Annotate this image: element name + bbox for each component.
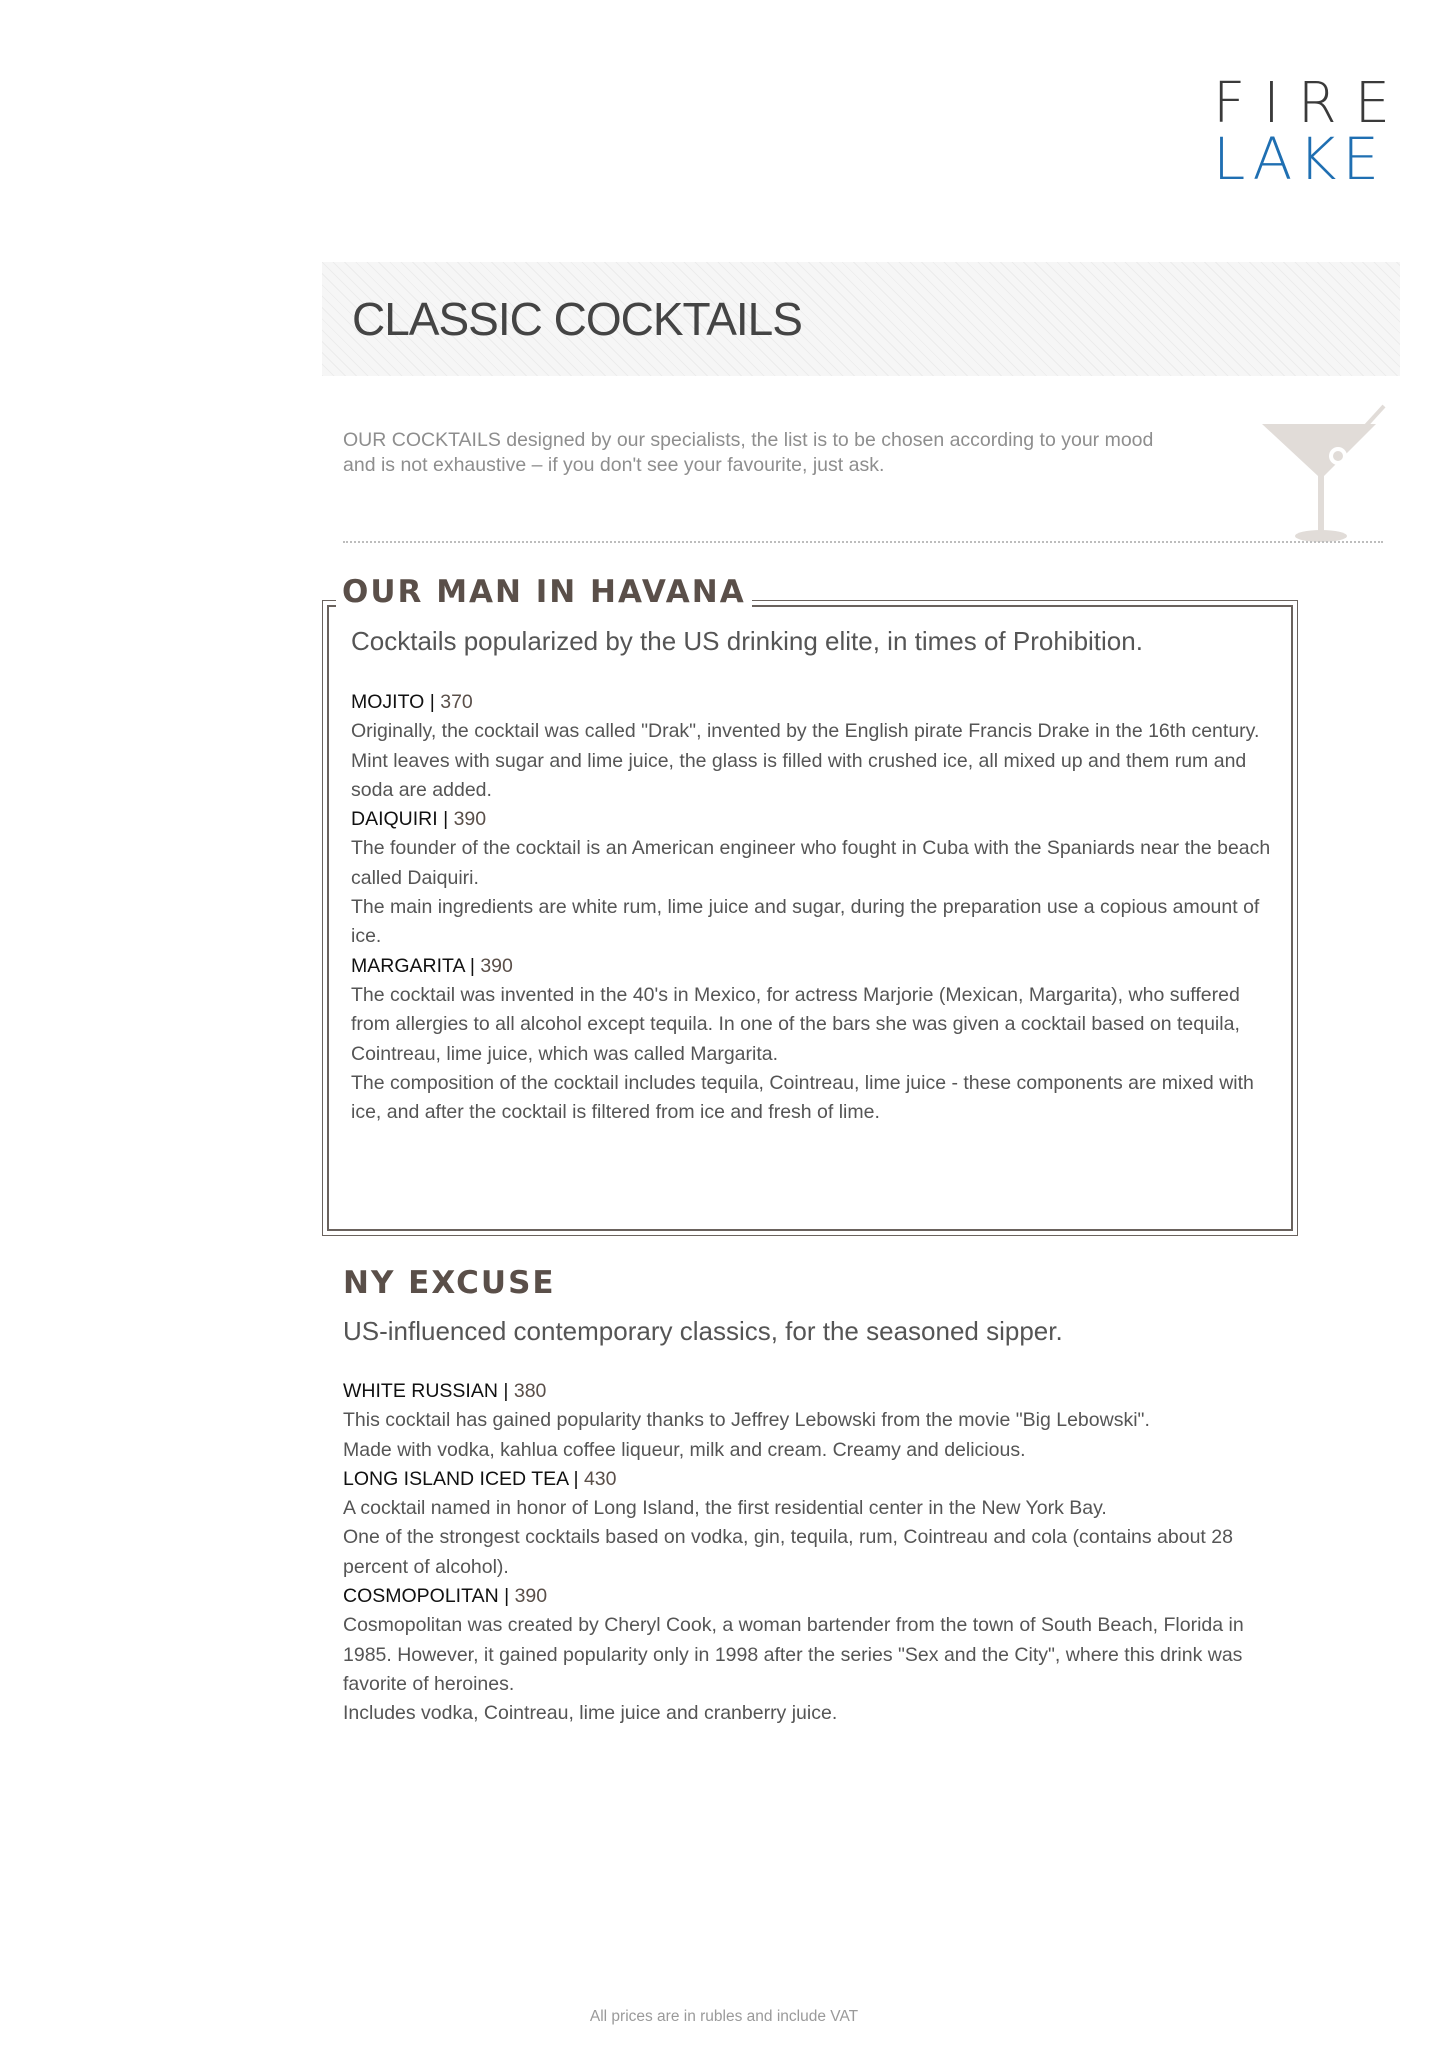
cocktail-item-cosmopolitan bbox=[343, 1582, 1273, 1728]
cocktail-name: DAIQUIRI bbox=[351, 808, 444, 831]
cocktail-description: Includes vodka, Cointreau, lime juice and cranberry juice. bbox=[343, 1702, 838, 1725]
cocktail-heading: MARGARITA | 390 bbox=[351, 954, 513, 977]
cocktail-name: MOJITO bbox=[351, 691, 425, 713]
cocktail-item-margarita bbox=[351, 952, 1281, 1128]
cocktail-heading: COSMOPOLITAN | 390 bbox=[343, 1585, 548, 1608]
cocktail-description: A cocktail named in honor of Long Island, the first residential center in the New York Bay. bbox=[343, 1497, 1107, 1520]
cocktail-item-daiquiri bbox=[351, 805, 1281, 951]
cocktail-name: MARGARITA bbox=[351, 954, 470, 977]
cocktail-item-long-island bbox=[343, 1465, 1273, 1582]
cocktail-heading: MOJITO | 370 bbox=[351, 691, 473, 713]
cocktail-heading: DAIQUIRI | 390 bbox=[351, 808, 487, 831]
divider bbox=[343, 541, 1383, 543]
cocktail-description: This cocktail has gained popularity thanks to Jeffrey Lebowski from the movie "Big Lebowski". bbox=[343, 1409, 1150, 1432]
page-title: CLASSIC COCKTAILS bbox=[352, 293, 802, 345]
cocktail-name: COSMOPOLITAN bbox=[343, 1585, 499, 1608]
section-title-ny: NY EXCUSE bbox=[343, 1265, 556, 1301]
cocktail-description: Originally, the cocktail was called "Drak", invented by the English pirate Francis Drake in the 16th century. bbox=[351, 720, 1260, 743]
cocktail-list-havana bbox=[351, 688, 1281, 1127]
cocktail-list-ny bbox=[343, 1377, 1273, 1729]
cocktail-price: 430 bbox=[583, 1467, 617, 1490]
cocktail-price: 390 bbox=[514, 1585, 548, 1608]
section-title-havana: OUR MAN IN HAVANA bbox=[336, 574, 752, 610]
footer-note: All prices are in rubles and include VAT bbox=[589, 2008, 859, 2025]
cocktail-item-mojito bbox=[351, 688, 1281, 805]
section-subtitle-ny: US-influenced contemporary classics, for the seasoned sipper. bbox=[343, 1316, 1063, 1346]
logo-lake: LAKE bbox=[1213, 125, 1386, 193]
cocktail-price: 370 bbox=[440, 691, 473, 713]
section-subtitle-havana: Cocktails popularized by the US drinking elite, in times of Prohibition. bbox=[351, 626, 1143, 656]
cocktail-glass-icon bbox=[1258, 400, 1388, 544]
intro-text: OUR COCKTAILS designed by our specialists, the list is to be chosen according to your mood and is not exhaustive – if you don't see your favourite, just ask. bbox=[343, 429, 1154, 476]
cocktail-description: Cosmopolitan was created by Cheryl Cook, a woman bartender from the town of South Beach, Florida in 1985. However, it gained popularity only in 1998 after the series "Sex and the City", where this drink was favorite of heroines. bbox=[343, 1614, 1244, 1695]
cocktail-description: Mint leaves with sugar and lime juice, the glass is filled with crushed ice, all mixed up and them rum and soda are added. bbox=[351, 749, 1247, 801]
cocktail-description: Made with vodka, kahlua coffee liqueur, milk and cream. Creamy and delicious. bbox=[343, 1438, 1026, 1461]
cocktail-description: The main ingredients are white rum, lime juice and sugar, during the preparation use a copious amount of ice. bbox=[351, 896, 1260, 948]
logo-fire: FIRE bbox=[1213, 71, 1409, 136]
cocktail-name: WHITE RUSSIAN bbox=[343, 1380, 498, 1402]
cocktail-heading: LONG ISLAND ICED TEA | 430 bbox=[343, 1467, 617, 1490]
cocktail-price: 380 bbox=[513, 1380, 547, 1402]
cocktail-price: 390 bbox=[480, 954, 513, 977]
cocktail-item-white-russian bbox=[343, 1377, 1273, 1465]
title-banner bbox=[322, 262, 1400, 376]
cocktail-price: 390 bbox=[453, 808, 487, 831]
cocktail-name: LONG ISLAND ICED TEA bbox=[343, 1467, 569, 1490]
cocktail-heading: WHITE RUSSIAN | 380 bbox=[343, 1380, 547, 1402]
cocktail-description: The founder of the cocktail is an American engineer who fought in Cuba with the Spaniards near the beach called Daiquiri. bbox=[351, 837, 1271, 889]
logo bbox=[1213, 71, 1409, 193]
cocktail-description: One of the strongest cocktails based on vodka, gin, tequila, rum, Cointreau and cola (contains about 28 percent of alcohol). bbox=[343, 1526, 1233, 1578]
cocktail-description: The composition of the cocktail includes tequila, Cointreau, lime juice - these components are mixed with ice, and after the cocktail is filtered from ice and fresh of lime. bbox=[351, 1071, 1254, 1124]
cocktail-description: The cocktail was invented in the 40's in Mexico, for actress Marjorie (Mexican, Margarita), who suffered from allergies to all alcohol except tequila. In one of the bars she was given a cocktail based on tequila, Cointreau, lime juice, which was called Margarita. bbox=[351, 983, 1240, 1065]
